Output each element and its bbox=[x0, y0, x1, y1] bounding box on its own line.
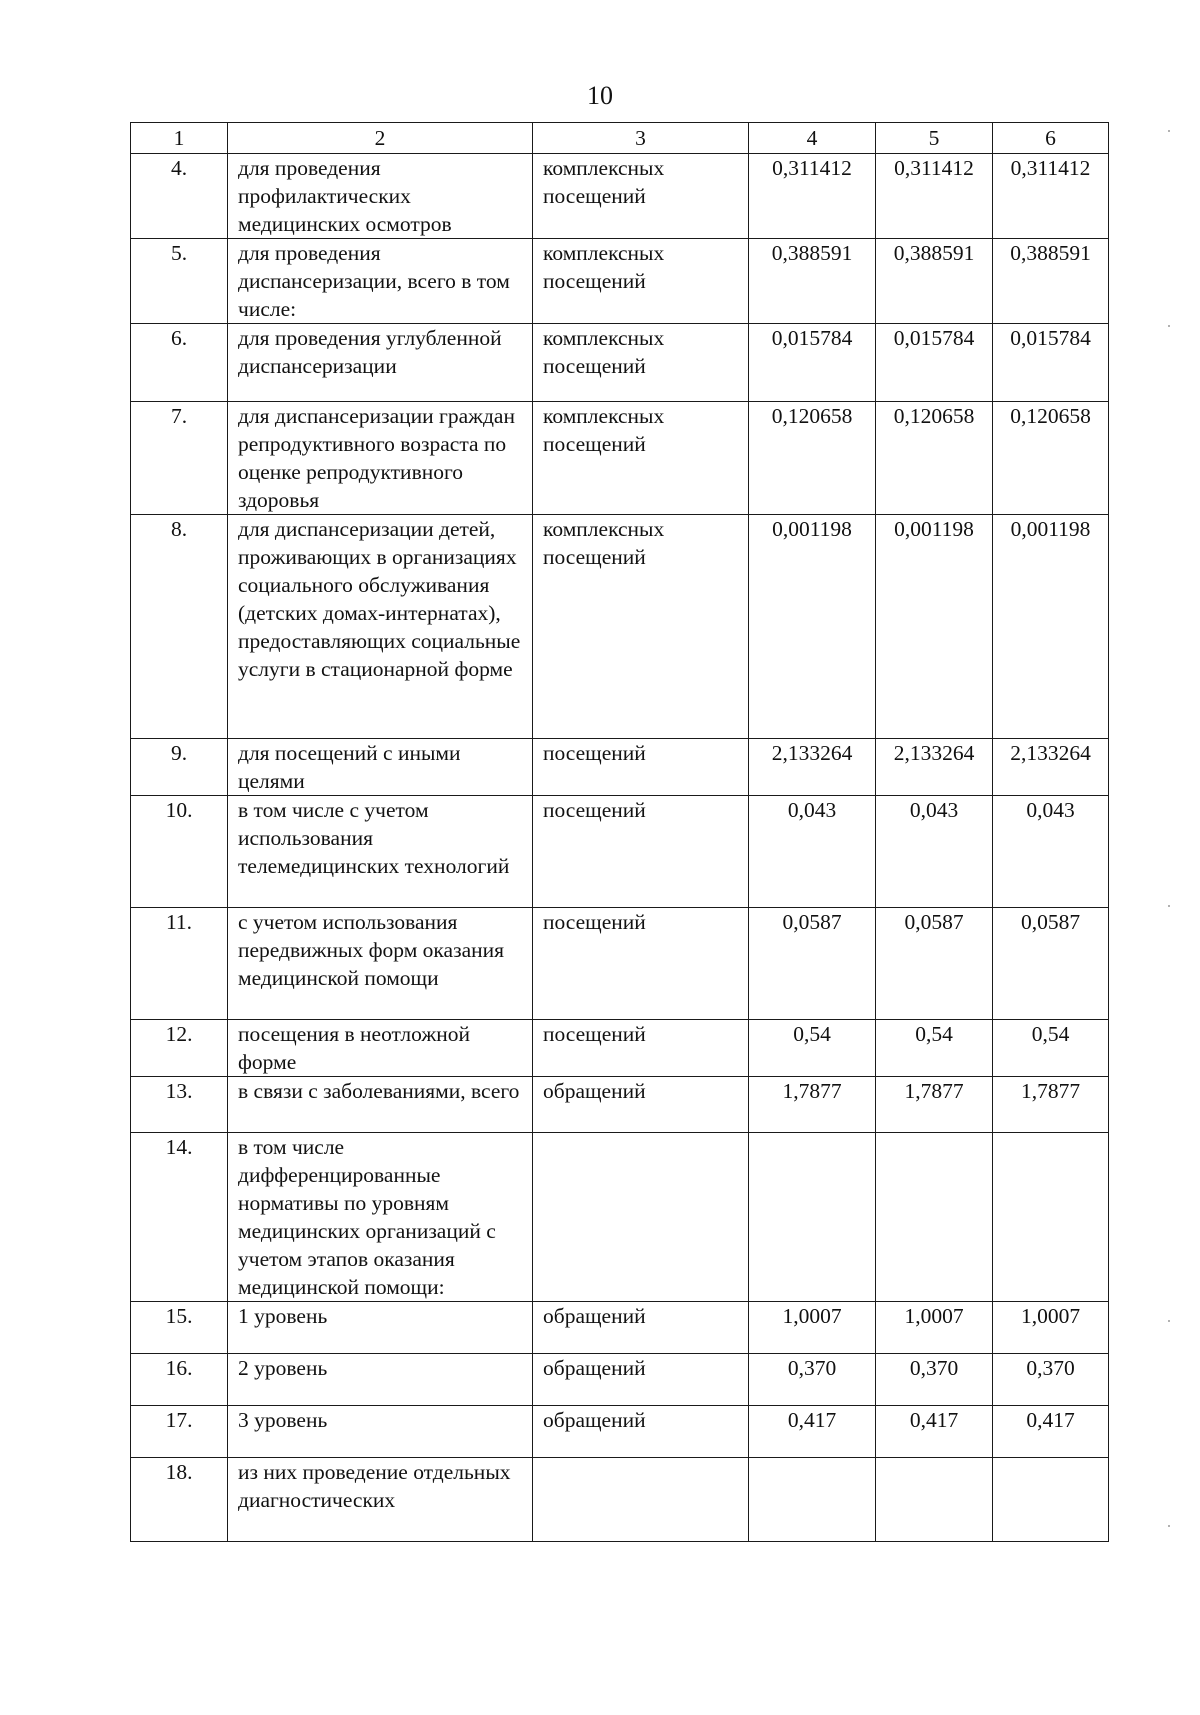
row-value-4: 1,0007 bbox=[749, 1302, 876, 1354]
scan-speck bbox=[1168, 325, 1170, 327]
row-number: 17. bbox=[131, 1406, 228, 1458]
column-number-4: 4 bbox=[749, 123, 876, 154]
row-number: 10. bbox=[131, 796, 228, 908]
row-value-5: 0,120658 bbox=[876, 402, 993, 515]
row-description: для диспансеризации граждан репродуктивного возраста по оценке репродуктивного здоровья bbox=[228, 402, 533, 515]
row-description: 2 уровень bbox=[228, 1354, 533, 1406]
row-unit bbox=[533, 1133, 749, 1302]
table-row bbox=[131, 1077, 1109, 1133]
scan-speck bbox=[1168, 905, 1170, 907]
row-number: 4. bbox=[131, 154, 228, 239]
row-value-6 bbox=[993, 1458, 1109, 1542]
table-row bbox=[131, 402, 1109, 515]
row-value-6: 0,54 bbox=[993, 1020, 1109, 1077]
row-value-4: 0,015784 bbox=[749, 324, 876, 402]
row-value-4: 2,133264 bbox=[749, 739, 876, 796]
row-value-4 bbox=[749, 1133, 876, 1302]
row-value-5: 0,388591 bbox=[876, 239, 993, 324]
table-row bbox=[131, 908, 1109, 1020]
row-description: из них проведение отдельных диагностических bbox=[228, 1458, 533, 1542]
row-number: 18. bbox=[131, 1458, 228, 1542]
row-unit: посещений bbox=[533, 1020, 749, 1077]
row-value-6: 0,370 bbox=[993, 1354, 1109, 1406]
row-unit: посещений bbox=[533, 796, 749, 908]
table-row bbox=[131, 796, 1109, 908]
row-description: для посещений с иными целями bbox=[228, 739, 533, 796]
row-value-4: 0,417 bbox=[749, 1406, 876, 1458]
row-number: 9. bbox=[131, 739, 228, 796]
row-value-5: 0,015784 bbox=[876, 324, 993, 402]
row-value-4: 0,043 bbox=[749, 796, 876, 908]
row-unit: комплексных посещений bbox=[533, 515, 749, 739]
row-value-6: 0,001198 bbox=[993, 515, 1109, 739]
table-row bbox=[131, 1354, 1109, 1406]
table-row bbox=[131, 515, 1109, 739]
row-value-6: 0,015784 bbox=[993, 324, 1109, 402]
column-number-5: 5 bbox=[876, 123, 993, 154]
page-number: 10 bbox=[587, 81, 613, 110]
row-value-6: 2,133264 bbox=[993, 739, 1109, 796]
row-value-4: 0,54 bbox=[749, 1020, 876, 1077]
row-value-6: 0,043 bbox=[993, 796, 1109, 908]
row-unit: комплексных посещений bbox=[533, 402, 749, 515]
row-number: 13. bbox=[131, 1077, 228, 1133]
row-value-6: 1,7877 bbox=[993, 1077, 1109, 1133]
table-row bbox=[131, 1020, 1109, 1077]
row-value-5: 0,311412 bbox=[876, 154, 993, 239]
row-description: для проведения профилактических медицинских осмотров bbox=[228, 154, 533, 239]
row-value-5: 0,0587 bbox=[876, 908, 993, 1020]
row-value-6: 0,388591 bbox=[993, 239, 1109, 324]
row-value-4: 0,388591 bbox=[749, 239, 876, 324]
row-value-5: 0,417 bbox=[876, 1406, 993, 1458]
column-number-row bbox=[131, 123, 1109, 154]
row-value-4: 0,311412 bbox=[749, 154, 876, 239]
table-row bbox=[131, 154, 1109, 239]
scan-speck bbox=[1168, 130, 1170, 132]
row-unit: обращений bbox=[533, 1302, 749, 1354]
row-value-6: 0,311412 bbox=[993, 154, 1109, 239]
row-value-5: 1,7877 bbox=[876, 1077, 993, 1133]
row-description: для диспансеризации детей, проживающих в организациях социального обслуживания (детских домах-интернатах), предоставляющих социальные услуги в стационарной форме bbox=[228, 515, 533, 739]
row-value-5: 2,133264 bbox=[876, 739, 993, 796]
row-number: 5. bbox=[131, 239, 228, 324]
row-unit: обращений bbox=[533, 1077, 749, 1133]
row-number: 15. bbox=[131, 1302, 228, 1354]
row-number: 11. bbox=[131, 908, 228, 1020]
row-value-5: 0,54 bbox=[876, 1020, 993, 1077]
row-value-5 bbox=[876, 1458, 993, 1542]
row-unit: обращений bbox=[533, 1406, 749, 1458]
row-number: 14. bbox=[131, 1133, 228, 1302]
row-number: 12. bbox=[131, 1020, 228, 1077]
row-value-6: 0,0587 bbox=[993, 908, 1109, 1020]
row-value-4 bbox=[749, 1458, 876, 1542]
table-row bbox=[131, 1133, 1109, 1302]
column-number-2: 2 bbox=[228, 123, 533, 154]
table-row bbox=[131, 1406, 1109, 1458]
row-value-6: 1,0007 bbox=[993, 1302, 1109, 1354]
row-unit: посещений bbox=[533, 908, 749, 1020]
row-value-5: 0,043 bbox=[876, 796, 993, 908]
row-description: для проведения углубленной диспансеризации bbox=[228, 324, 533, 402]
row-value-4: 0,120658 bbox=[749, 402, 876, 515]
table-row bbox=[131, 1458, 1109, 1542]
row-unit: комплексных посещений bbox=[533, 324, 749, 402]
row-description: с учетом использования передвижных форм оказания медицинской помощи bbox=[228, 908, 533, 1020]
row-description: 1 уровень bbox=[228, 1302, 533, 1354]
table-row bbox=[131, 1302, 1109, 1354]
row-value-4: 0,001198 bbox=[749, 515, 876, 739]
row-value-5 bbox=[876, 1133, 993, 1302]
row-unit: комплексных посещений bbox=[533, 239, 749, 324]
row-value-4: 1,7877 bbox=[749, 1077, 876, 1133]
row-unit: обращений bbox=[533, 1354, 749, 1406]
row-value-6: 0,417 bbox=[993, 1406, 1109, 1458]
table-row bbox=[131, 324, 1109, 402]
row-value-5: 0,001198 bbox=[876, 515, 993, 739]
row-description: 3 уровень bbox=[228, 1406, 533, 1458]
row-value-6 bbox=[993, 1133, 1109, 1302]
row-unit: посещений bbox=[533, 739, 749, 796]
norms-table bbox=[130, 122, 1109, 1542]
row-number: 6. bbox=[131, 324, 228, 402]
table-row bbox=[131, 239, 1109, 324]
row-unit: комплексных посещений bbox=[533, 154, 749, 239]
row-number: 16. bbox=[131, 1354, 228, 1406]
scan-speck bbox=[1168, 1320, 1170, 1322]
row-description: в том числе с учетом использования телемедицинских технологий bbox=[228, 796, 533, 908]
row-description: для проведения диспансеризации, всего в том числе: bbox=[228, 239, 533, 324]
row-description: в том числе дифференцированные нормативы по уровням медицинских организаций с учетом этапов оказания медицинской помощи: bbox=[228, 1133, 533, 1302]
row-value-5: 1,0007 bbox=[876, 1302, 993, 1354]
row-description: посещения в неотложной форме bbox=[228, 1020, 533, 1077]
row-unit bbox=[533, 1458, 749, 1542]
row-number: 8. bbox=[131, 515, 228, 739]
column-number-1: 1 bbox=[131, 123, 228, 154]
row-number: 7. bbox=[131, 402, 228, 515]
row-value-4: 0,0587 bbox=[749, 908, 876, 1020]
row-value-6: 0,120658 bbox=[993, 402, 1109, 515]
table-row bbox=[131, 739, 1109, 796]
row-description: в связи с заболеваниями, всего bbox=[228, 1077, 533, 1133]
scan-speck bbox=[1168, 1525, 1170, 1527]
column-number-6: 6 bbox=[993, 123, 1109, 154]
column-number-3: 3 bbox=[533, 123, 749, 154]
row-value-4: 0,370 bbox=[749, 1354, 876, 1406]
row-value-5: 0,370 bbox=[876, 1354, 993, 1406]
